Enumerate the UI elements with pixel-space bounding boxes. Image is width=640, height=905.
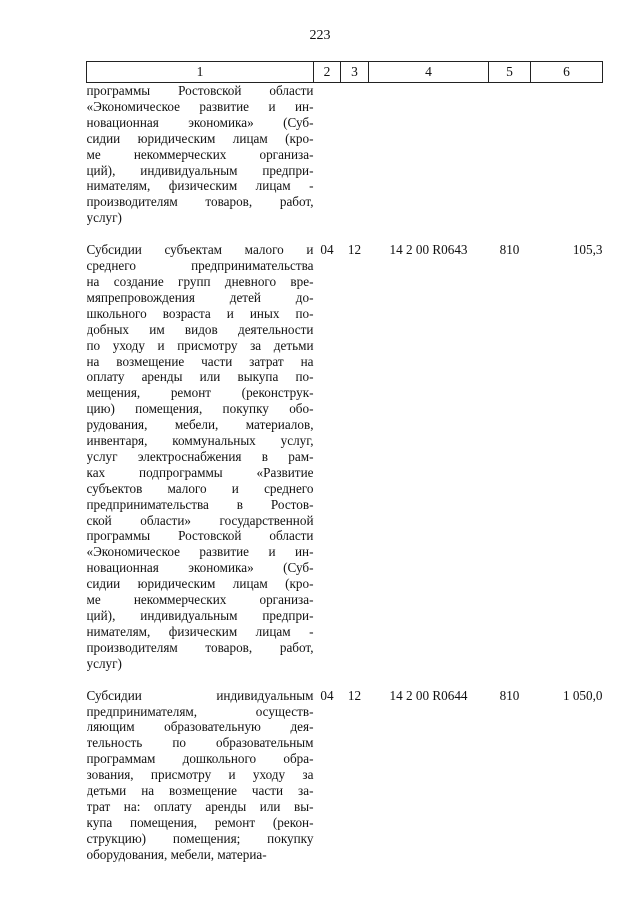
- section-code-cell: 04: [320, 687, 334, 703]
- budget-table: [86, 61, 603, 863]
- target-article-cell: [369, 83, 489, 227]
- section-code-cell: [314, 83, 341, 227]
- description-line: нимателям, физическим лицам -: [86, 178, 314, 194]
- table-row: [87, 242, 603, 671]
- description-line: предпринимательства в Ростов-: [86, 496, 314, 512]
- description-line: нимателям, физическим лицам -: [86, 623, 314, 639]
- description-line: добных им видов деятельности: [86, 321, 314, 337]
- target-article-cell: 14 2 00 R0644: [389, 687, 468, 703]
- description-line: оплату аренды или выкупа по-: [86, 369, 314, 385]
- table-row: [87, 688, 603, 863]
- page-number: 223: [309, 28, 331, 43]
- row-spacer: [87, 226, 603, 242]
- description-line: на создание групп дневного вре-: [86, 273, 314, 289]
- description-line: Субсидии субъектам малого и: [86, 242, 314, 258]
- column-header-5: 5: [489, 62, 531, 83]
- description-line: производителям товаров, работ,: [86, 194, 314, 210]
- expense-type-cell: [489, 83, 531, 227]
- description-line: программам дошкольного обра-: [86, 751, 314, 767]
- description-line: программы Ростовской области: [86, 83, 314, 98]
- description-cell: [87, 83, 314, 227]
- description-line: мещения, ремонт (реконструк-: [86, 385, 314, 401]
- description-line: среднего предпринимательства: [86, 258, 314, 274]
- table-row: [87, 83, 603, 227]
- description-line: детьми на возмещение части за-: [86, 783, 314, 799]
- expense-type-cell: 810: [499, 687, 520, 703]
- amount-cell: [531, 83, 603, 227]
- description-line: услуг): [86, 210, 122, 226]
- description-line: трат на: оплату аренды или вы-: [86, 798, 314, 814]
- description-line: тельность по образовательным: [86, 735, 314, 751]
- description-line: «Экономическое развитие и ин-: [86, 98, 314, 114]
- description-line: ме некоммерческих организа-: [86, 146, 314, 162]
- column-header-4: 4: [369, 62, 489, 83]
- subsection-code-cell: [341, 83, 369, 227]
- section-code-cell: 04: [320, 242, 334, 258]
- description-line: сидии юридическим лицам (кро-: [86, 576, 314, 592]
- description-line: на возмещение части затрат на: [86, 353, 314, 369]
- column-header-3: 3: [341, 62, 369, 83]
- description-line: школьного возраста и иных по-: [86, 305, 314, 321]
- description-line: программы Ростовской области: [86, 528, 314, 544]
- description-line: купа помещения, ремонт (рекон-: [86, 814, 314, 830]
- description-line: предпринимателям, осуществ-: [86, 703, 314, 719]
- description-line: мяпрепровождения детей до-: [86, 289, 314, 305]
- amount-cell: 1 050,0: [562, 687, 603, 703]
- row-spacer: [87, 672, 603, 688]
- description-line: ций), индивидуальным предпри-: [86, 162, 314, 178]
- target-article-cell: 14 2 00 R0643: [389, 242, 468, 258]
- subsection-code-cell: 12: [347, 687, 362, 703]
- description-line: сидии юридическим лицам (кро-: [86, 130, 314, 146]
- row-spacer-cell: [87, 672, 603, 688]
- description-line: ме некоммерческих организа-: [86, 592, 314, 608]
- description-line: производителям товаров, работ,: [86, 639, 314, 655]
- description-line: новационная экономика» (Суб-: [86, 560, 314, 576]
- description-line: услуг электроснабжения в рам-: [86, 448, 314, 464]
- expense-type-cell: 810: [499, 242, 520, 258]
- description-line: ляющим образовательную дея-: [86, 719, 314, 735]
- description-line: цию) помещения, покупку обо-: [86, 401, 314, 417]
- description-line: услуг): [86, 655, 122, 671]
- description-cell: [87, 688, 314, 863]
- description-line: Субсидии индивидуальным: [86, 687, 314, 703]
- description-line: новационная экономика» (Суб-: [86, 114, 314, 130]
- column-header-6: 6: [531, 62, 603, 83]
- subsection-code-cell: 12: [347, 242, 362, 258]
- amount-cell: 105,3: [572, 242, 603, 258]
- description-line: ций), индивидуальным предпри-: [86, 608, 314, 623]
- row-spacer-cell: [87, 226, 603, 242]
- description-line: рудования, мебели, материалов,: [86, 417, 314, 433]
- column-header-1: 1: [87, 62, 314, 83]
- description-line: по уходу и присмотру за детьми: [86, 337, 314, 353]
- description-line: оборудования, мебели, материа-: [86, 846, 267, 862]
- description-line: струкцию) помещения; покупку: [86, 830, 314, 846]
- description-line: ской области» государственной: [86, 512, 314, 528]
- description-line: зования, присмотру и уходу за: [86, 767, 314, 783]
- column-header-2: 2: [314, 62, 341, 83]
- description-line: «Экономическое развитие и ин-: [86, 544, 314, 560]
- description-line: субъектов малого и среднего: [86, 480, 314, 496]
- description-line: ках подпрограммы «Развитие: [86, 464, 314, 480]
- description-cell: [87, 242, 314, 671]
- description-line: инвентаря, коммунальных услуг,: [86, 433, 314, 449]
- header-row: [87, 62, 603, 83]
